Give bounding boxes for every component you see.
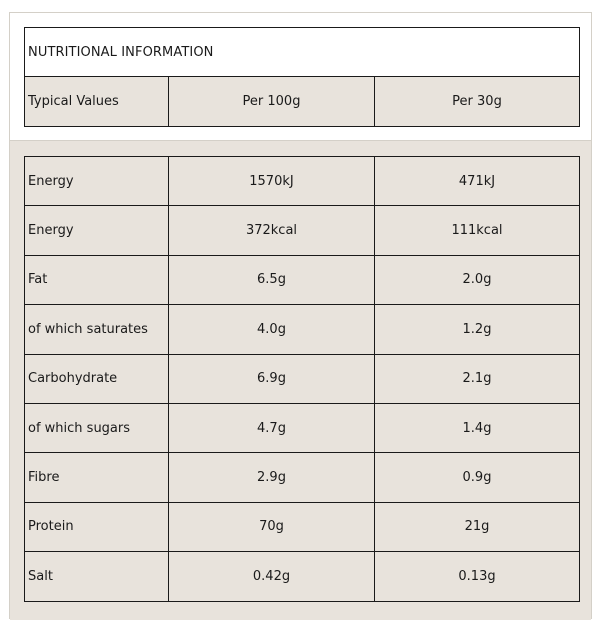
nutrient-label: Energy [25,206,169,255]
table-row [25,552,580,601]
nutrient-label: Energy [25,157,169,206]
column-header-per-100g: Per 100g [169,77,375,127]
value-per-100g: 2.9g [169,453,375,502]
nutrient-label: of which sugars [25,403,169,452]
column-header-row [25,77,580,127]
value-per-30g: 21g [375,502,580,551]
nutrient-label: of which saturates [25,305,169,354]
value-per-30g: 111kcal [375,206,580,255]
value-per-30g: 1.4g [375,403,580,452]
value-per-30g: 471kJ [375,157,580,206]
nutrition-header-table [24,27,580,127]
nutrient-label: Protein [25,502,169,551]
nutrient-label: Fat [25,255,169,304]
table-row [25,453,580,502]
value-per-100g: 4.7g [169,403,375,452]
value-per-100g: 6.9g [169,354,375,403]
nutrition-values-section [10,140,591,620]
value-per-100g: 372kcal [169,206,375,255]
nutrition-values-table [24,156,580,602]
nutrition-header-section [10,13,591,140]
nutrition-title: NUTRITIONAL INFORMATION [25,28,580,77]
table-row [25,206,580,255]
value-per-30g: 0.9g [375,453,580,502]
nutrient-label: Fibre [25,453,169,502]
table-row [25,354,580,403]
value-per-30g: 1.2g [375,305,580,354]
nutrient-label: Carbohydrate [25,354,169,403]
value-per-100g: 4.0g [169,305,375,354]
column-header-typical-values: Typical Values [25,77,169,127]
column-header-per-30g: Per 30g [375,77,580,127]
value-per-30g: 2.0g [375,255,580,304]
table-row [25,157,580,206]
table-row [25,403,580,452]
value-per-30g: 0.13g [375,552,580,601]
nutrient-label: Salt [25,552,169,601]
table-row [25,502,580,551]
value-per-100g: 70g [169,502,375,551]
value-per-30g: 2.1g [375,354,580,403]
value-per-100g: 0.42g [169,552,375,601]
value-per-100g: 6.5g [169,255,375,304]
value-per-100g: 1570kJ [169,157,375,206]
table-row [25,305,580,354]
table-row [25,255,580,304]
nutrition-panel [9,12,592,619]
